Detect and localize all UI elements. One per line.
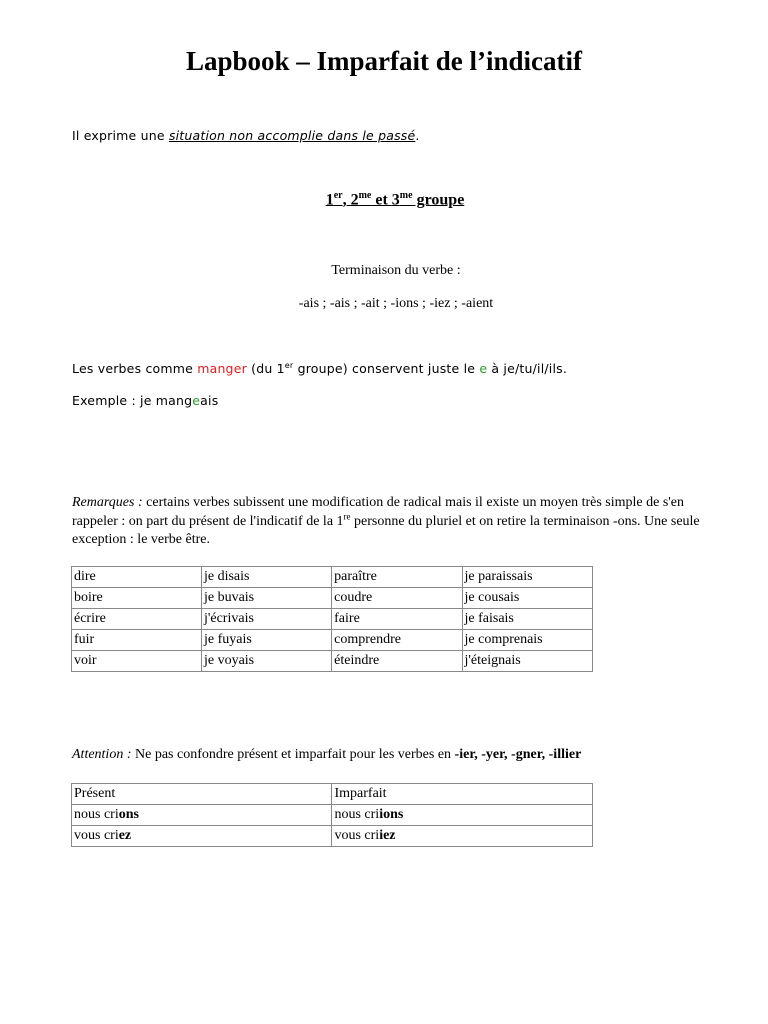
- verbs-table: [71, 566, 593, 672]
- group-3-sup: me: [399, 190, 413, 201]
- table-cell: j'éteignais: [462, 651, 593, 672]
- remarks-text: personne du pluriel et on retire la terminaison -ons. Une seule exception : le verbe être.: [72, 513, 700, 547]
- remarks-label: Remarques :: [72, 495, 143, 510]
- verb-stem: vous cri: [74, 828, 119, 843]
- group-3-number: 3: [391, 191, 400, 209]
- table-cell: fuir: [72, 630, 202, 651]
- verb-ending: ons: [118, 807, 139, 822]
- table-header-row: [72, 784, 593, 805]
- terminaison-label: Terminaison du verbe :: [331, 263, 461, 278]
- table-cell: je comprenais: [462, 630, 593, 651]
- table-header-cell: Présent: [72, 784, 332, 805]
- group-2-number: 2: [350, 191, 359, 209]
- manger-rule-text: Les verbes comme: [72, 361, 198, 377]
- kept-letter: e: [479, 361, 488, 377]
- verb-stem: nous cri: [334, 807, 380, 822]
- manger-rule-text: groupe) conservent juste le: [293, 361, 480, 377]
- example-suffix: ais: [200, 393, 219, 408]
- groups-conjunction: et: [371, 191, 392, 209]
- manger-rule-sup: er: [284, 361, 294, 370]
- table-cell: je cousais: [462, 588, 593, 609]
- table-row: [72, 805, 593, 826]
- table-cell: [332, 805, 593, 826]
- manger-rule-text: à je/tu/il/ils.: [487, 361, 568, 377]
- compare-table: [71, 783, 593, 847]
- table-cell: paraître: [332, 567, 462, 588]
- attention-line: [72, 747, 581, 763]
- table-cell: voir: [72, 651, 202, 672]
- verb-stem: nous cri: [74, 807, 119, 822]
- remarks-sup: re: [343, 510, 351, 521]
- definition-underlined: situation non accomplie dans le passé: [168, 128, 416, 143]
- table-cell: faire: [332, 609, 462, 630]
- definition-text: Il exprime une: [72, 128, 169, 143]
- table-cell: [72, 826, 332, 847]
- table-row: [72, 567, 593, 588]
- table-cell: je buvais: [201, 588, 331, 609]
- manger-verb: manger: [197, 361, 247, 377]
- groups-separator: ,: [342, 191, 351, 209]
- table-cell: je disais: [201, 567, 331, 588]
- table-cell: j'écrivais: [201, 609, 331, 630]
- table-cell: dire: [72, 567, 202, 588]
- table-cell: je paraissais: [462, 567, 593, 588]
- attention-label: Attention :: [72, 747, 132, 762]
- attention-text: Ne pas confondre présent et imparfait pour les verbes en: [131, 747, 455, 762]
- table-row: [72, 609, 593, 630]
- manger-rule: [72, 361, 567, 376]
- verb-ending: ez: [118, 828, 132, 843]
- definition-end: .: [415, 128, 420, 143]
- group-1-sup: er: [333, 190, 343, 201]
- table-cell: écrire: [72, 609, 202, 630]
- group-1-number: 1: [325, 191, 334, 209]
- example-line: [72, 393, 218, 408]
- table-row: [72, 630, 593, 651]
- table-cell: comprendre: [332, 630, 462, 651]
- verb-stem: vous cri: [334, 828, 380, 843]
- table-cell: je voyais: [201, 651, 331, 672]
- attention-endings: -ier, -yer, -gner, -illier: [454, 747, 582, 762]
- table-header-cell: Imparfait: [332, 784, 593, 805]
- manger-rule-text: (du 1: [246, 361, 285, 377]
- example-prefix: Exemple : je mang: [72, 393, 193, 408]
- table-row: [72, 651, 593, 672]
- table-cell: boire: [72, 588, 202, 609]
- remarks-text: certains verbes subissent une modification de radical mais il existe un moyen très simple de s'en rappeler : on part du présent de l'indicatif de la 1: [72, 495, 685, 529]
- verb-ending: iez: [379, 828, 396, 843]
- groups-word: groupe: [412, 191, 465, 209]
- table-cell: je fuyais: [201, 630, 331, 651]
- example-kept-letter: e: [192, 393, 201, 408]
- group-2-sup: me: [358, 190, 372, 201]
- definition-line: [72, 128, 420, 143]
- verb-ending: ions: [379, 807, 404, 822]
- page-title: Lapbook – Imparfait de l’indicatif: [185, 46, 583, 76]
- table-cell: éteindre: [332, 651, 462, 672]
- table-cell: [72, 805, 332, 826]
- table-cell: je faisais: [462, 609, 593, 630]
- table-row: [72, 588, 593, 609]
- remarks-paragraph: [72, 494, 722, 550]
- groups-heading: [0, 190, 768, 209]
- terminaison-values: -ais ; -ais ; -ait ; -ions ; -iez ; -aient: [298, 296, 494, 311]
- table-row: [72, 826, 593, 847]
- table-cell: coudre: [332, 588, 462, 609]
- table-cell: [332, 826, 593, 847]
